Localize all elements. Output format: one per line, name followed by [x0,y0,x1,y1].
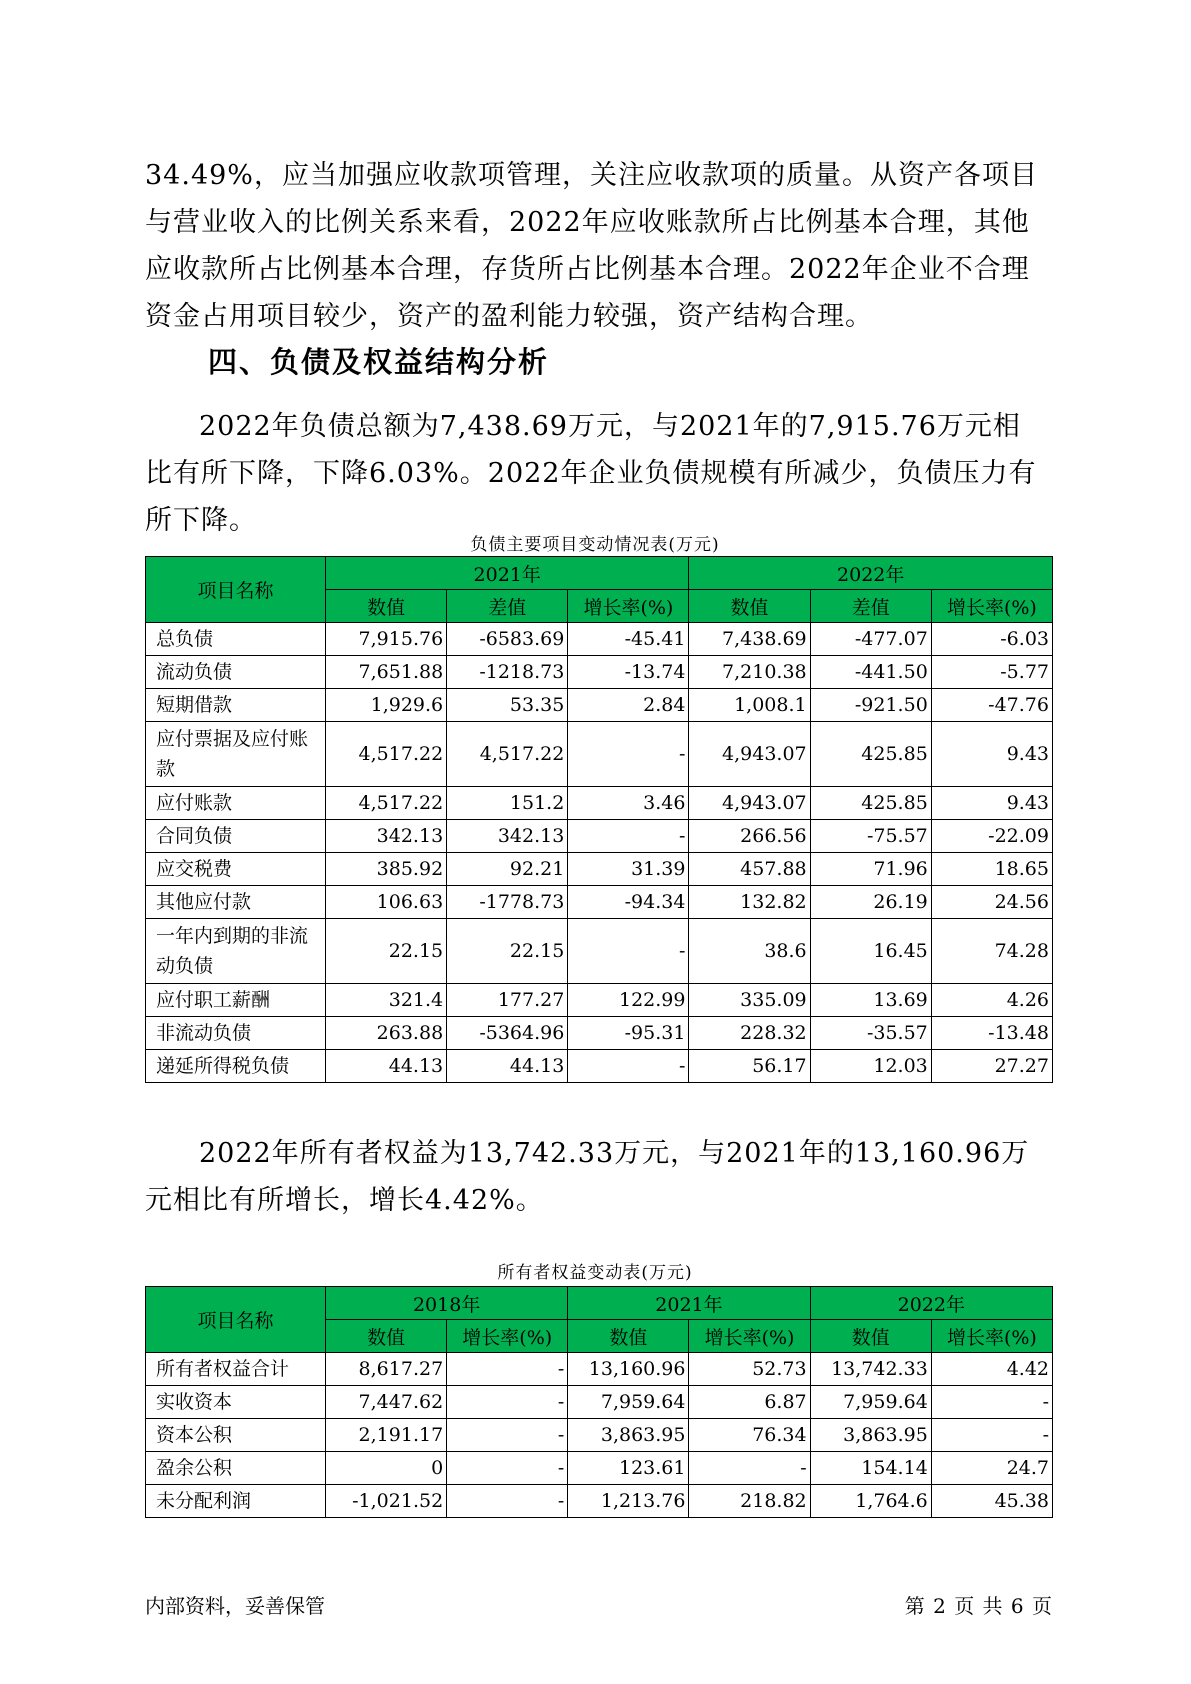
table-cell: - [568,820,689,853]
table-cell: 342.13 [447,820,568,853]
table-cell: - [568,722,689,787]
row-label: 合同负债 [146,820,326,853]
table-cell: -1218.73 [447,656,568,689]
table-cell: 263.88 [326,1017,447,1050]
table-cell: 13,160.96 [568,1353,689,1386]
table-cell: 7,959.64 [568,1386,689,1419]
table-cell: 76.34 [689,1419,810,1452]
table-cell: 228.32 [689,1017,810,1050]
table-cell: 9.43 [931,787,1052,820]
table-cell: 151.2 [447,787,568,820]
table-cell: 7,915.76 [326,623,447,656]
table-cell: -6583.69 [447,623,568,656]
table-cell: 9.43 [931,722,1052,787]
table-cell: -35.57 [810,1017,931,1050]
table-cell: 1,008.1 [689,689,810,722]
table-cell: - [447,1419,568,1452]
column-header: 增长率(%) [931,1320,1052,1353]
table-cell: 123.61 [568,1452,689,1485]
row-label: 应付票据及应付账款 [146,722,326,787]
year-header: 2018年 [326,1287,568,1320]
table-row [146,787,1053,820]
table-cell: - [931,1386,1052,1419]
table-cell: 44.13 [326,1050,447,1083]
row-label: 实收资本 [146,1386,326,1419]
table-cell: 13.69 [810,984,931,1017]
table-cell: 457.88 [689,853,810,886]
table-row [146,984,1053,1017]
column-header: 增长率(%) [931,590,1052,623]
year-header: 2021年 [326,557,689,590]
row-label: 未分配利润 [146,1485,326,1518]
table-cell: -13.74 [568,656,689,689]
table-row [146,886,1053,919]
table-row [146,1017,1053,1050]
row-label: 短期借款 [146,689,326,722]
table-cell: 22.15 [326,919,447,984]
row-label: 应交税费 [146,853,326,886]
table-cell: 3,863.95 [810,1419,931,1452]
column-header: 数值 [810,1320,931,1353]
year-header: 2021年 [568,1287,810,1320]
row-label: 总负债 [146,623,326,656]
table-cell: 22.15 [447,919,568,984]
liabilities-table [145,556,1053,1083]
table-cell: 1,213.76 [568,1485,689,1518]
column-header: 增长率(%) [447,1320,568,1353]
row-label: 所有者权益合计 [146,1353,326,1386]
row-label: 资本公积 [146,1419,326,1452]
table-cell: 4,517.22 [326,787,447,820]
row-label: 盈余公积 [146,1452,326,1485]
table-cell: 52.73 [689,1353,810,1386]
table-cell: 27.27 [931,1050,1052,1083]
table-cell: 4,943.07 [689,787,810,820]
table-row [146,1419,1053,1452]
table-cell: 24.7 [931,1452,1052,1485]
table-cell: 53.35 [447,689,568,722]
table-cell: 44.13 [447,1050,568,1083]
table-cell: 0 [326,1452,447,1485]
table-cell: 425.85 [810,787,931,820]
table-caption-equity: 所有者权益变动表(万元) [497,1263,693,1283]
table-cell: 335.09 [689,984,810,1017]
table-row [146,1050,1053,1083]
table-row [146,1485,1053,1518]
table-cell: 7,959.64 [810,1386,931,1419]
column-header: 差值 [447,590,568,623]
table-cell: - [447,1386,568,1419]
table-cell: -1,021.52 [326,1485,447,1518]
table-row [146,853,1053,886]
column-header-item-name: 项目名称 [146,557,326,623]
table-cell: 106.63 [326,886,447,919]
table-cell: 7,438.69 [689,623,810,656]
table-cell: -94.34 [568,886,689,919]
table-cell: 56.17 [689,1050,810,1083]
table-cell: 1,929.6 [326,689,447,722]
table-cell: 12.03 [810,1050,931,1083]
table-cell: -47.76 [931,689,1052,722]
table-cell: 13,742.33 [810,1353,931,1386]
table-cell: 45.38 [931,1485,1052,1518]
table-row [146,722,1053,787]
column-header: 数值 [689,590,810,623]
table-cell: 3.46 [568,787,689,820]
table-row [146,656,1053,689]
table-cell: 132.82 [689,886,810,919]
table-cell: 321.4 [326,984,447,1017]
table-cell: 342.13 [326,820,447,853]
table-cell: 4.42 [931,1353,1052,1386]
table-cell: -45.41 [568,623,689,656]
equity-table [145,1286,1053,1518]
table-cell: 18.65 [931,853,1052,886]
table-row [146,1452,1053,1485]
table-cell: 24.56 [931,886,1052,919]
table-cell: - [568,1050,689,1083]
column-header: 增长率(%) [689,1320,810,1353]
table-cell: 122.99 [568,984,689,1017]
table-cell: 385.92 [326,853,447,886]
table-cell: 154.14 [810,1452,931,1485]
table-cell: 8,617.27 [326,1353,447,1386]
table-cell: 16.45 [810,919,931,984]
table-cell: 38.6 [689,919,810,984]
table-row [146,919,1053,984]
column-header: 数值 [326,590,447,623]
table-cell: -5364.96 [447,1017,568,1050]
table-cell: 7,447.62 [326,1386,447,1419]
column-header-item-name: 项目名称 [146,1287,326,1353]
table-cell: 31.39 [568,853,689,886]
table-cell: - [568,919,689,984]
row-label: 一年内到期的非流动负债 [146,919,326,984]
table-row [146,1353,1053,1386]
table-row [146,1386,1053,1419]
table-cell: 2,191.17 [326,1419,447,1452]
table-row [146,689,1053,722]
table-caption-liabilities: 负债主要项目变动情况表(万元) [470,535,720,555]
table-row [146,820,1053,853]
table-cell: 4.26 [931,984,1052,1017]
column-header: 差值 [810,590,931,623]
table-cell: 177.27 [447,984,568,1017]
table-cell: 6.87 [689,1386,810,1419]
footer-confidential-note: 内部资料，妥善保管 [145,1594,325,1618]
table-cell: -95.31 [568,1017,689,1050]
table-cell: 4,943.07 [689,722,810,787]
row-label: 应付账款 [146,787,326,820]
table-cell: 2.84 [568,689,689,722]
table-cell: 1,764.6 [810,1485,931,1518]
table-row [146,623,1053,656]
table-cell: 92.21 [447,853,568,886]
table-cell: -921.50 [810,689,931,722]
column-header: 数值 [326,1320,447,1353]
paragraph-liability-summary: 2022年负债总额为7,438.69万元，与2021年的7,915.76万元相比有所下降，下降6.03%。2022年企业负债规模有所减少，负债压力有所下降。 [145,411,1037,536]
row-label: 递延所得税负债 [146,1050,326,1083]
row-label: 流动负债 [146,656,326,689]
table-cell: 3,863.95 [568,1419,689,1452]
column-header: 数值 [568,1320,689,1353]
table-cell: 7,210.38 [689,656,810,689]
table-cell: -477.07 [810,623,931,656]
table-cell: - [689,1452,810,1485]
row-label: 非流动负债 [146,1017,326,1050]
table-cell: - [447,1452,568,1485]
table-cell: -1778.73 [447,886,568,919]
table-cell: 4,517.22 [326,722,447,787]
table-cell: 74.28 [931,919,1052,984]
table-cell: 218.82 [689,1485,810,1518]
table-cell: -22.09 [931,820,1052,853]
table-cell: 4,517.22 [447,722,568,787]
paragraph-equity-summary: 2022年所有者权益为13,742.33万元，与2021年的13,160.96万元相比有所增长，增长4.42%。 [145,1138,1030,1216]
table-cell: -75.57 [810,820,931,853]
table-cell: -441.50 [810,656,931,689]
table-cell: - [447,1353,568,1386]
footer-page-number: 第 2 页 共 6 页 [904,1594,1053,1618]
year-header: 2022年 [810,1287,1052,1320]
table-cell: 425.85 [810,722,931,787]
table-cell: 26.19 [810,886,931,919]
row-label: 应付职工薪酬 [146,984,326,1017]
table-cell: - [447,1485,568,1518]
table-cell: -6.03 [931,623,1052,656]
table-cell: - [931,1419,1052,1452]
table-cell: 7,651.88 [326,656,447,689]
table-cell: -5.77 [931,656,1052,689]
row-label: 其他应付款 [146,886,326,919]
year-header: 2022年 [689,557,1053,590]
table-cell: -13.48 [931,1017,1052,1050]
column-header: 增长率(%) [568,590,689,623]
paragraph-asset-conclusion: 34.49%，应当加强应收款项管理，关注应收款项的质量。从资产各项目与营业收入的比例关系来看，2022年应收账款所占比例基本合理，其他应收款所占比例基本合理，存货所占比例基本合理。2022年企业不合理资金占用项目较少，资产的盈利能力较强，资产结构合理。 [145,160,1038,332]
table-cell: 266.56 [689,820,810,853]
section-heading: 四、负债及权益结构分析 [208,345,550,379]
table-cell: 71.96 [810,853,931,886]
